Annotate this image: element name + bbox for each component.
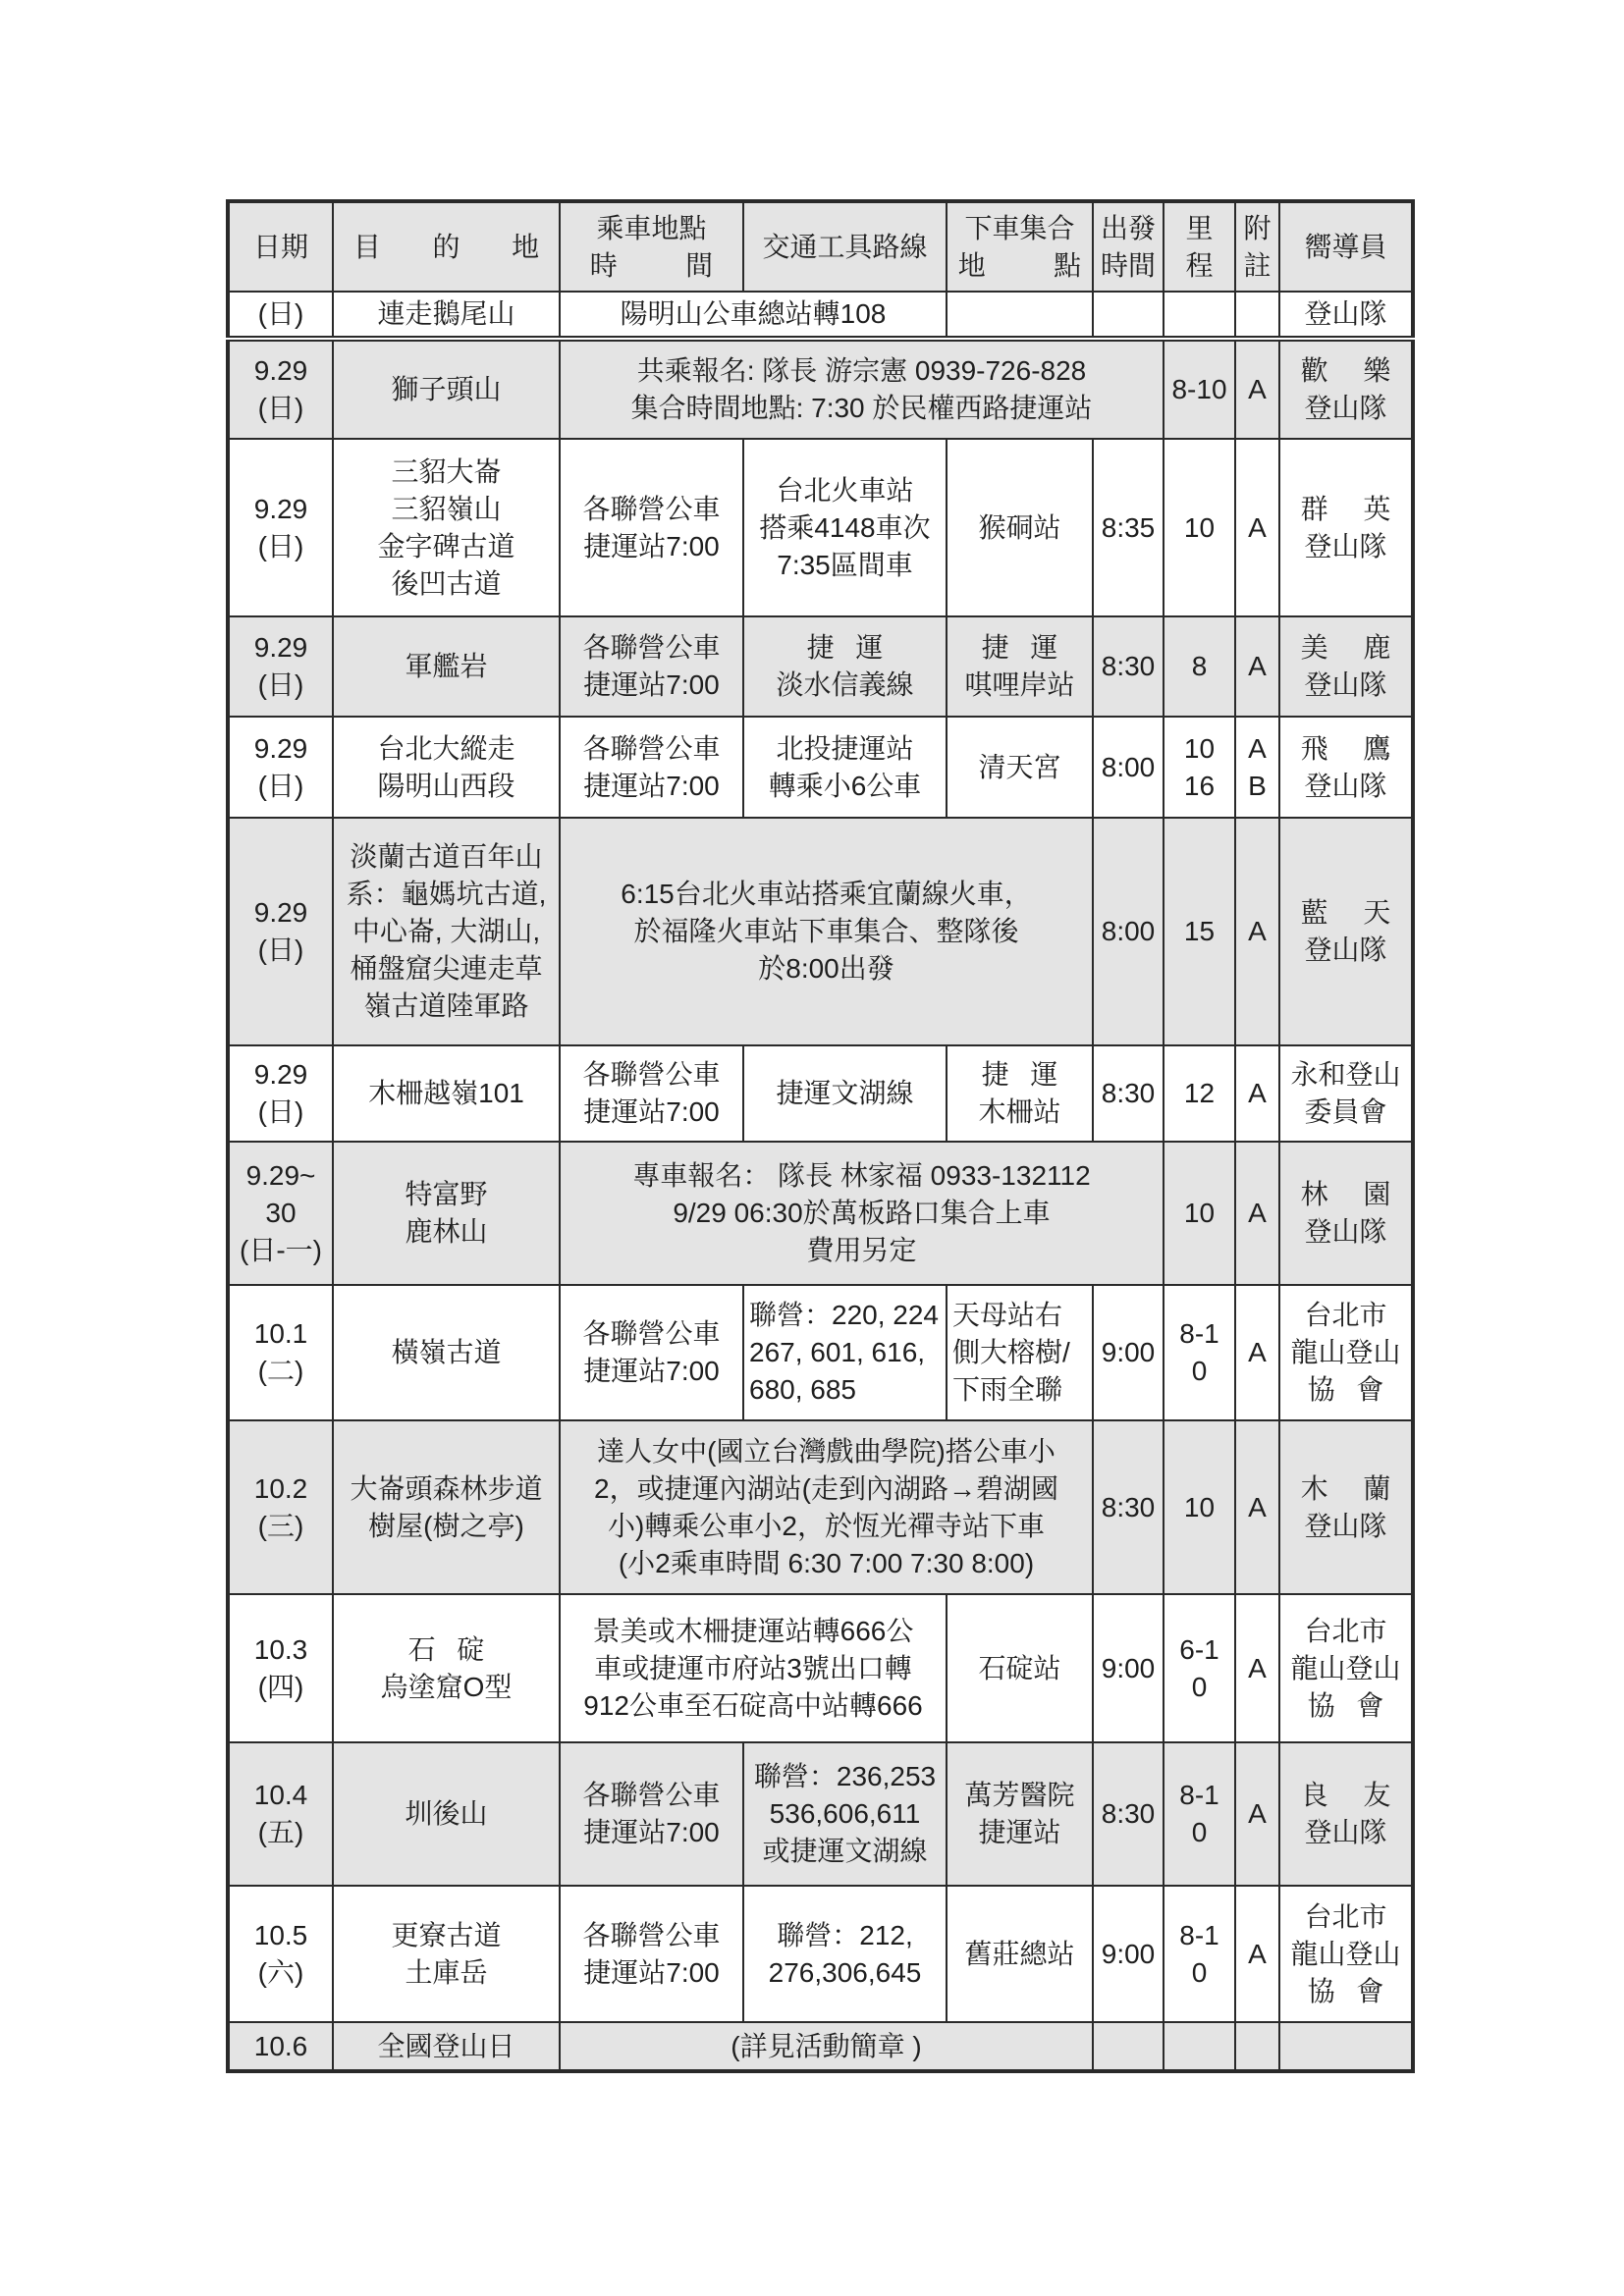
depart-cell: 9:00 (1093, 1886, 1164, 2022)
date-cell: 9.29 (日) (228, 717, 333, 818)
guide-cell (1279, 2022, 1413, 2071)
header-guide: 嚮導員 (1279, 201, 1413, 292)
route-cell: 北投捷運站 轉乘小6公車 (743, 717, 947, 818)
note-cell: A (1235, 1285, 1279, 1420)
transport-info-cell: 達人女中(國立台灣戲曲學院)搭公車小 2，或捷運內湖站(走到內湖路→碧湖國 小)轉乘公車小2，於恆光禪寺站下車 (小2乘車時間 6:30 7:00 7:30 8:00) (560, 1420, 1093, 1594)
note-cell: A (1235, 616, 1279, 717)
date-cell: 9.29 (日) (228, 818, 333, 1045)
distance-cell (1164, 292, 1235, 339)
header-distance: 里 程 (1164, 201, 1235, 292)
destination-cell: 全國登山日 (333, 2022, 560, 2071)
header-boarding: 乘車地點 時 間 (560, 201, 743, 292)
date-cell: 9.29 (日) (228, 616, 333, 717)
destination-cell: 三貂大崙 三貂嶺山 金字碑古道 後凹古道 (333, 439, 560, 616)
date-cell: 9.29 (日) (228, 439, 333, 616)
destination-cell: 更寮古道 土庫岳 (333, 1886, 560, 2022)
guide-cell: 歡 樂 登山隊 (1279, 339, 1413, 439)
date-cell: (日) (228, 292, 333, 339)
note-cell: A (1235, 818, 1279, 1045)
header-route: 交通工具路線 (743, 201, 947, 292)
note-cell: A (1235, 1045, 1279, 1142)
depart-cell: 9:00 (1093, 1285, 1164, 1420)
meeting-cell (947, 292, 1093, 339)
depart-cell: 9:00 (1093, 1594, 1164, 1742)
guide-cell: 木 蘭 登山隊 (1279, 1420, 1413, 1594)
meeting-cell: 捷 運 木柵站 (947, 1045, 1093, 1142)
depart-cell (1093, 292, 1164, 339)
distance-cell: 8-1 0 (1164, 1742, 1235, 1886)
guide-cell: 群 英 登山隊 (1279, 439, 1413, 616)
table-row (228, 1142, 1413, 1285)
distance-cell: 12 (1164, 1045, 1235, 1142)
distance-cell: 15 (1164, 818, 1235, 1045)
meeting-cell: 清天宮 (947, 717, 1093, 818)
guide-cell: 台北市 龍山登山 協 會 (1279, 1285, 1413, 1420)
table-row (228, 2022, 1413, 2071)
route-cell: 聯營：236,253 536,606,611 或捷運文湖線 (743, 1742, 947, 1886)
destination-cell: 軍艦岩 (333, 616, 560, 717)
destination-cell: 橫嶺古道 (333, 1285, 560, 1420)
route-cell: 聯營：212, 276,306,645 (743, 1886, 947, 2022)
date-cell: 10.3 (四) (228, 1594, 333, 1742)
note-cell: A (1235, 1742, 1279, 1886)
distance-cell: 10 16 (1164, 717, 1235, 818)
note-cell: A B (1235, 717, 1279, 818)
transport-info-cell: 6:15台北火車站搭乘宜蘭線火車， 於福隆火車站下車集合、整隊後 於8:00出發 (560, 818, 1093, 1045)
table-row (228, 439, 1413, 616)
guide-cell: 美 鹿 登山隊 (1279, 616, 1413, 717)
guide-cell: 良 友 登山隊 (1279, 1742, 1413, 1886)
route-cell: 台北火車站 搭乘4148車次 7:35區間車 (743, 439, 947, 616)
note-cell: A (1235, 439, 1279, 616)
guide-cell: 飛 鷹 登山隊 (1279, 717, 1413, 818)
guide-cell: 林 園 登山隊 (1279, 1142, 1413, 1285)
boarding-cell: 各聯營公車 捷運站7:00 (560, 1886, 743, 2022)
distance-cell: 8-1 0 (1164, 1285, 1235, 1420)
hiking-schedule-table (226, 199, 1415, 2073)
route-cell: 捷 運 淡水信義線 (743, 616, 947, 717)
meeting-cell: 萬芳醫院 捷運站 (947, 1742, 1093, 1886)
boarding-cell: 各聯營公車 捷運站7:00 (560, 717, 743, 818)
table-row (228, 1594, 1413, 1742)
note-cell: A (1235, 1886, 1279, 2022)
note-cell: A (1235, 1142, 1279, 1285)
date-cell: 10.6 (228, 2022, 333, 2071)
signup-info-cell: 共乘報名: 隊長 游宗憲 0939-726-828 集合時間地點: 7:30 於民權西路捷運站 (560, 339, 1164, 439)
depart-cell: 8:00 (1093, 717, 1164, 818)
guide-cell: 藍 天 登山隊 (1279, 818, 1413, 1045)
header-meeting: 下車集合 地 點 (947, 201, 1093, 292)
guide-cell: 台北市 龍山登山 協 會 (1279, 1594, 1413, 1742)
meeting-cell: 石碇站 (947, 1594, 1093, 1742)
table-row (228, 1742, 1413, 1886)
guide-cell: 台北市 龍山登山 協 會 (1279, 1886, 1413, 2022)
boarding-cell: 各聯營公車 捷運站7:00 (560, 1742, 743, 1886)
transport-info-cell: 陽明山公車總站轉108 (560, 292, 947, 339)
date-cell: 9.29 (日) (228, 339, 333, 439)
guide-cell: 登山隊 (1279, 292, 1413, 339)
meeting-cell: 捷 運 唭哩岸站 (947, 616, 1093, 717)
depart-cell: 8:30 (1093, 1045, 1164, 1142)
depart-cell: 8:30 (1093, 616, 1164, 717)
header-depart: 出發 時間 (1093, 201, 1164, 292)
guide-cell: 永和登山 委員會 (1279, 1045, 1413, 1142)
transport-info-cell: 景美或木柵捷運站轉666公 車或捷運市府站3號出口轉 912公車至石碇高中站轉666 (560, 1594, 947, 1742)
note-cell (1235, 2022, 1279, 2071)
note-cell: A (1235, 1420, 1279, 1594)
boarding-cell: 各聯營公車 捷運站7:00 (560, 439, 743, 616)
table-row (228, 616, 1413, 717)
boarding-cell: 各聯營公車 捷運站7:00 (560, 1045, 743, 1142)
date-cell: 9.29~ 30 (日-一) (228, 1142, 333, 1285)
header-note: 附 註 (1235, 201, 1279, 292)
distance-cell: 8-10 (1164, 339, 1235, 439)
distance-cell (1164, 2022, 1235, 2071)
meeting-cell: 舊莊總站 (947, 1886, 1093, 2022)
distance-cell: 10 (1164, 1420, 1235, 1594)
destination-cell: 木柵越嶺101 (333, 1045, 560, 1142)
destination-cell: 連走鵝尾山 (333, 292, 560, 339)
date-cell: 10.5 (六) (228, 1886, 333, 2022)
depart-cell: 8:30 (1093, 1742, 1164, 1886)
destination-cell: 台北大縱走 陽明山西段 (333, 717, 560, 818)
table-row (228, 1045, 1413, 1142)
table-row (228, 717, 1413, 818)
header-row (228, 201, 1413, 292)
distance-cell: 6-1 0 (1164, 1594, 1235, 1742)
depart-cell: 8:30 (1093, 1420, 1164, 1594)
date-cell: 10.4 (五) (228, 1742, 333, 1886)
boarding-cell: 各聯營公車 捷運站7:00 (560, 616, 743, 717)
destination-cell: 淡蘭古道百年山 系：龜媽坑古道, 中心崙, 大湖山, 桶盤窟尖連走草 嶺古道陸軍路 (333, 818, 560, 1045)
note-cell: A (1235, 1594, 1279, 1742)
header-date: 日期 (228, 201, 333, 292)
distance-cell: 8-1 0 (1164, 1886, 1235, 2022)
distance-cell: 8 (1164, 616, 1235, 717)
note-cell (1235, 292, 1279, 339)
table-row (228, 292, 1413, 339)
table-row (228, 1420, 1413, 1594)
transport-info-cell: (詳見活動簡章 ) (560, 2022, 1093, 2071)
destination-cell: 大崙頭森林步道 樹屋(樹之亭) (333, 1420, 560, 1594)
date-cell: 9.29 (日) (228, 1045, 333, 1142)
note-cell: A (1235, 339, 1279, 439)
destination-cell: 獅子頭山 (333, 339, 560, 439)
distance-cell: 10 (1164, 439, 1235, 616)
date-cell: 10.2 (三) (228, 1420, 333, 1594)
boarding-cell: 各聯營公車 捷運站7:00 (560, 1285, 743, 1420)
header-destination: 目 的 地 (333, 201, 560, 292)
meeting-cell: 猴硐站 (947, 439, 1093, 616)
destination-cell: 特富野 鹿林山 (333, 1142, 560, 1285)
depart-cell (1093, 2022, 1164, 2071)
route-cell: 聯營：220, 224 267, 601, 616, 680, 685 (743, 1285, 947, 1420)
table-row (228, 818, 1413, 1045)
route-cell: 捷運文湖線 (743, 1045, 947, 1142)
destination-cell: 圳後山 (333, 1742, 560, 1886)
signup-info-cell: 專車報名： 隊長 林家福 0933-132112 9/29 06:30於萬板路口集合上車 費用另定 (560, 1142, 1164, 1285)
depart-cell: 8:00 (1093, 818, 1164, 1045)
table-row (228, 1285, 1413, 1420)
table-row (228, 1886, 1413, 2022)
meeting-cell: 天母站右 側大榕樹/ 下雨全聯 (947, 1285, 1093, 1420)
destination-cell: 石 碇 烏塗窟O型 (333, 1594, 560, 1742)
distance-cell: 10 (1164, 1142, 1235, 1285)
table-row (228, 339, 1413, 439)
date-cell: 10.1 (二) (228, 1285, 333, 1420)
depart-cell: 8:35 (1093, 439, 1164, 616)
